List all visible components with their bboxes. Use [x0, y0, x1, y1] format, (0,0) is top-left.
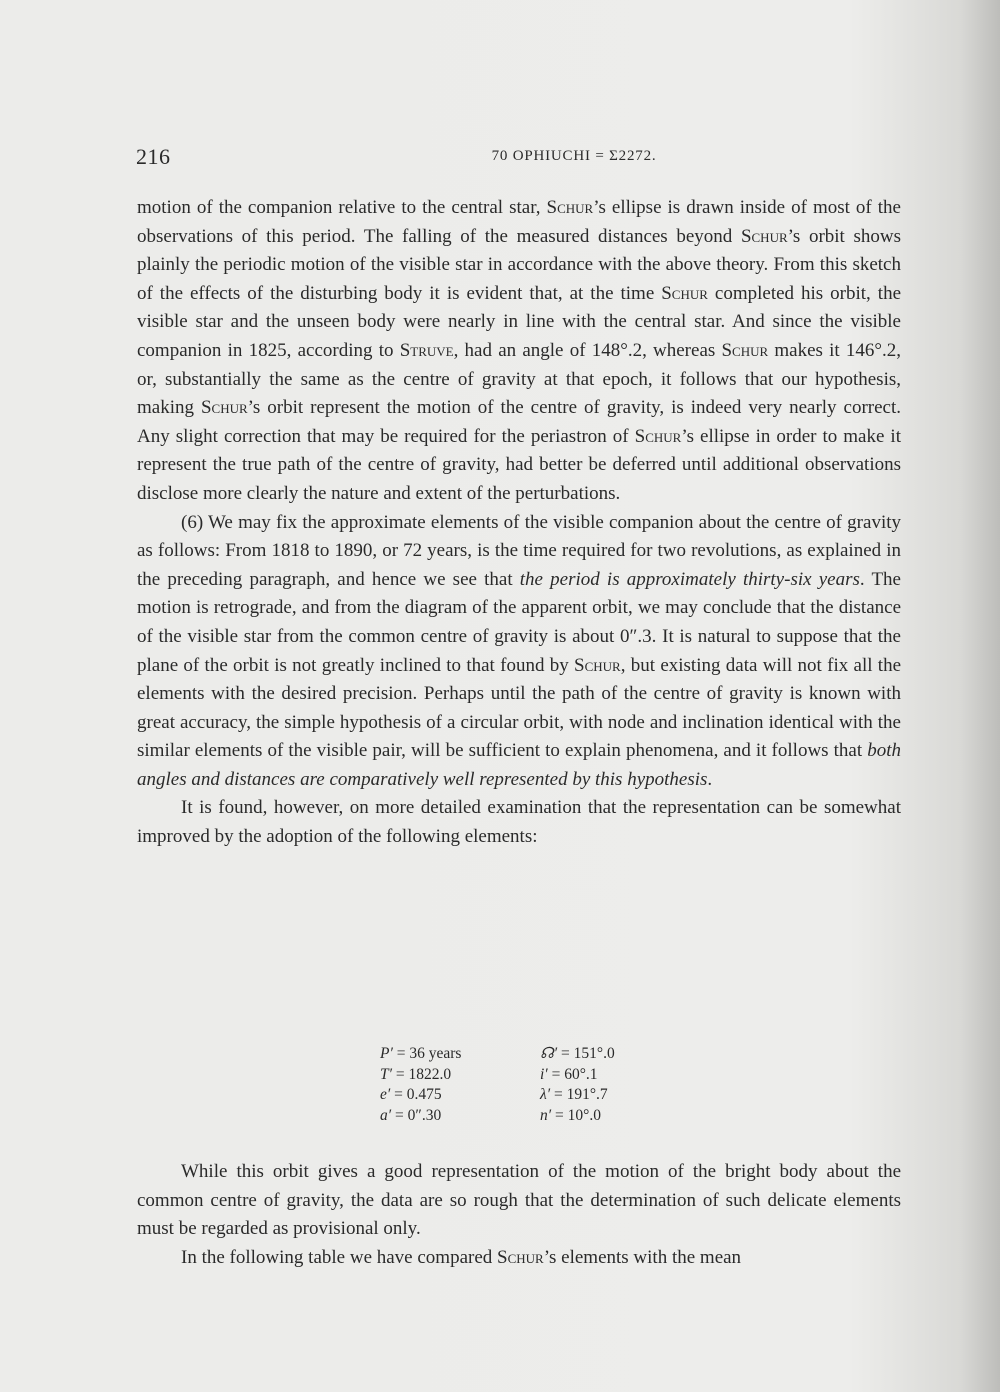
text-run: , but existing data will not fix all the elements with the desired precision. Perhaps until the path of the centre of gravity is known with great accuracy, the simple hypothesis of a circular orbit, with node and inclination identical with the similar elements of the visible pair, will be sufficient to explain phenomena, and it follows that [137, 654, 902, 762]
element-row [540, 1044, 615, 1065]
text-run: In the following table we have compared [181, 1246, 498, 1268]
element-row [540, 1106, 615, 1127]
element-value: = 191°.7 [550, 1086, 608, 1103]
elements-column-left [380, 1044, 461, 1126]
author-name: Schur [634, 425, 682, 447]
author-name: Schur [721, 339, 769, 361]
main-text [137, 194, 901, 852]
page-header [136, 142, 902, 172]
text-run: , had an angle of 148°.2, whereas [453, 339, 722, 361]
element-symbol: T′ [380, 1065, 393, 1083]
paragraph [137, 1244, 901, 1273]
element-row [380, 1106, 461, 1127]
element-symbol: n′ [540, 1106, 552, 1124]
author-name: Schur [200, 397, 248, 419]
element-symbol: λ′ [540, 1086, 551, 1103]
element-row [380, 1044, 461, 1065]
text-run: completed his orbit, the visible star and the unseen body were nearly in line with the central star. And since the visible companion in 1825, according to [137, 282, 901, 361]
author-name: Schur [497, 1246, 544, 1268]
italic-text: the period is approximately thirty-six years [519, 568, 860, 590]
text-run: ’s orbit shows plainly the periodic motion of the visible star in accordance with the above theory. From this sketch of the effects of the disturbing body it is evident that, at the time [137, 225, 901, 304]
text-run: ’s orbit represent the motion of the centre of gravity, is indeed very nearly correct. Any slight correction that may be required for the periastron of [137, 397, 902, 447]
text-run: ’s ellipse is drawn inside of most of the observations of this period. The falling of the measured distances beyond [137, 197, 901, 247]
element-symbol: a′ [380, 1106, 392, 1124]
page-number: 216 [136, 144, 171, 169]
author-name: Schur [661, 282, 708, 304]
element-row [380, 1085, 461, 1106]
elements-column-right [540, 1044, 615, 1126]
element-symbol: P′ [380, 1045, 393, 1062]
running-head: 70 OPHIUCHI = Σ2272. [491, 148, 657, 164]
text-run: ’s elements with the mean [543, 1246, 742, 1268]
element-row [540, 1085, 615, 1106]
paragraph [137, 194, 901, 509]
element-symbol: ☊′ [540, 1045, 558, 1062]
element-row [380, 1065, 461, 1086]
paragraph [137, 794, 901, 851]
element-value: = 151°.0 [557, 1045, 615, 1062]
author-name: Schur [546, 197, 594, 218]
italic-text: both angles and distances are comparatively well represented by this hypothesis [137, 740, 901, 790]
element-symbol: e′ [380, 1086, 391, 1103]
element-row [540, 1065, 615, 1086]
author-name: Schur [574, 654, 621, 676]
element-value: = 0.475 [390, 1086, 442, 1103]
text-run: . The motion is retrograde, and from the diagram of the apparent orbit, we may conclude that the distance of the visible star from the common centre of gravity is about 0″.3. It is natural to suppose that the plane of the orbit is not greatly inclined to that found by [137, 568, 901, 676]
paragraph [137, 1158, 901, 1244]
element-value: = 1822.0 [392, 1065, 452, 1083]
element-symbol: i′ [540, 1065, 548, 1083]
paragraph [137, 509, 901, 795]
text-run: (6) We may fix the approximate elements of the visible companion about the centre of gravity as follows: From 1818 to 1890, or 72 years, is the time required for two revolutions, as explained in the preceding paragraph, and hence we see that [137, 511, 901, 590]
text-run: While this orbit gives a good representation of the motion of the bright body about the common centre of gravity, the data are so rough that the determination of such delicate elements must be regarded as provisional only. [137, 1161, 901, 1240]
author-name: Schur [740, 225, 788, 247]
author-name: Struve [399, 339, 454, 361]
closing-text [137, 1158, 901, 1272]
text-run: ’s ellipse in order to make it represent the true path of the centre of gravity, had better be deferred until additional observations disclose more clearly the nature and extent of the perturbations. [137, 425, 901, 504]
element-value: = 10°.0 [551, 1106, 601, 1124]
text-run: motion of the companion relative to the central star, [137, 197, 547, 218]
element-value: = 0″.30 [391, 1106, 442, 1124]
text-run: It is found, however, on more detailed examination that the representation can be somewhat improved by the adoption of the following elements: [137, 797, 901, 848]
text-run: . [707, 768, 713, 790]
element-value: = 36 years [392, 1045, 462, 1062]
element-value: = 60°.1 [547, 1065, 598, 1083]
text-run: makes it 146°.2, or, substantially the same as the centre of gravity at that epoch, it follows that our hypothesis, making [137, 339, 901, 419]
